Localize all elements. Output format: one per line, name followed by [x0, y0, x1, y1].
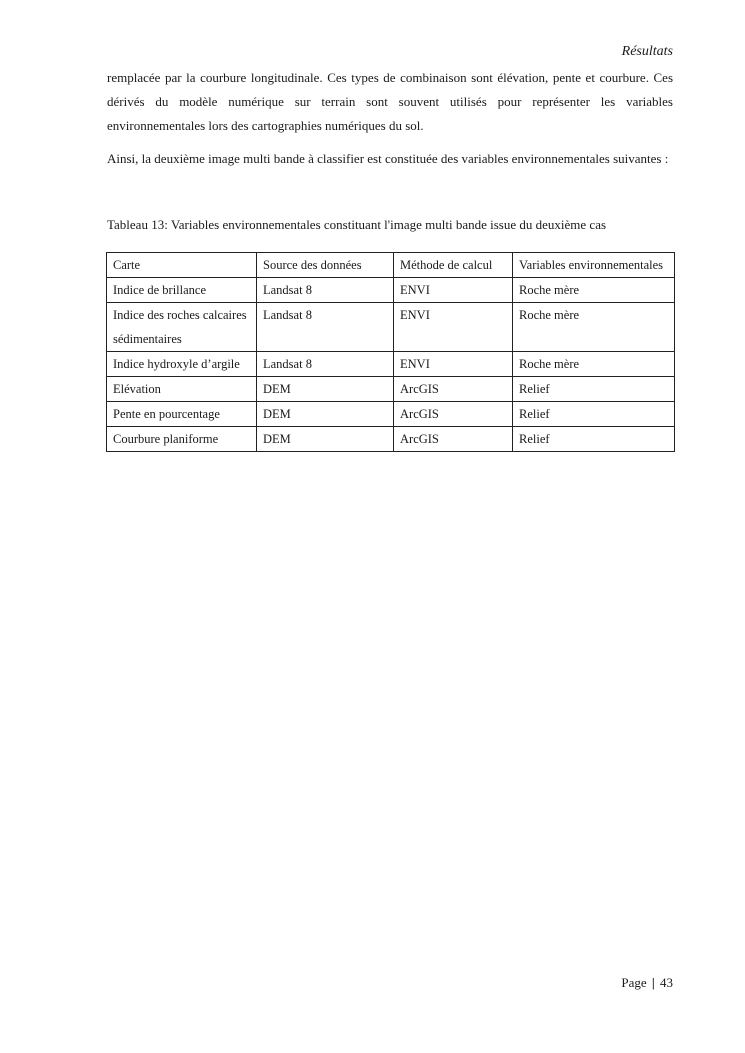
table-cell: Landsat 8 — [257, 303, 394, 352]
table-cell: Indice des roches calcaires sédimentaires — [107, 303, 257, 352]
header-cell: Carte — [107, 253, 257, 278]
table-row — [107, 278, 675, 303]
table-cell: ENVI — [394, 278, 513, 303]
table-cell: Indice hydroxyle d’argile — [107, 352, 257, 377]
paragraph-2: Ainsi, la deuxième image multi bande à classifier est constituée des variables environnementales suivantes : — [107, 151, 669, 166]
table-cell: ArcGIS — [394, 427, 513, 452]
table-cell: Courbure planiforme — [107, 427, 257, 452]
table-cell: ArcGIS — [394, 377, 513, 402]
table-header-row — [107, 253, 675, 278]
table-row — [107, 377, 675, 402]
table-cell: Roche mère — [513, 303, 675, 352]
table-cell: Roche mère — [513, 352, 675, 377]
running-header: Résultats — [621, 44, 673, 59]
table-row — [107, 352, 675, 377]
table-cell: Landsat 8 — [257, 278, 394, 303]
table-row — [107, 303, 675, 352]
page-number: 43 — [660, 975, 673, 990]
header-cell: Source des données — [257, 253, 394, 278]
page-label: Page — [621, 975, 647, 990]
table-cell: Elévation — [107, 377, 257, 402]
table-row — [107, 402, 675, 427]
table-cell: Landsat 8 — [257, 352, 394, 377]
table-cell: Roche mère — [513, 278, 675, 303]
table-cell: Pente en pourcentage — [107, 402, 257, 427]
table-cell: Indice de brillance — [107, 278, 257, 303]
table-cell: Relief — [513, 427, 675, 452]
table-cell: DEM — [257, 427, 394, 452]
table-cell: ENVI — [394, 352, 513, 377]
table-row — [107, 427, 675, 452]
page-footer — [621, 975, 673, 991]
header-cell: Variables environnementales — [513, 253, 675, 278]
header-cell: Méthode de calcul — [394, 253, 513, 278]
table-caption: Tableau 13: Variables environnementales constituant l'image multi bande issue du deuxième cas — [107, 217, 607, 232]
variables-table — [106, 252, 675, 452]
body-text — [107, 66, 673, 180]
table-cell: Relief — [513, 377, 675, 402]
table-cell: Relief — [513, 402, 675, 427]
table-cell: ArcGIS — [394, 402, 513, 427]
table-cell: DEM — [257, 377, 394, 402]
footer-separator: | — [651, 975, 655, 990]
paragraph-1: remplacée par la courbure longitudinale. Ces types de combinaison sont élévation, pente et courbure. Ces dérivés du modèle numérique sur terrain sont souvent utilisés pour représenter les variables environnementales lors des cartographies numériques du sol. — [107, 70, 673, 133]
table-cell: ENVI — [394, 303, 513, 352]
table-cell: DEM — [257, 402, 394, 427]
